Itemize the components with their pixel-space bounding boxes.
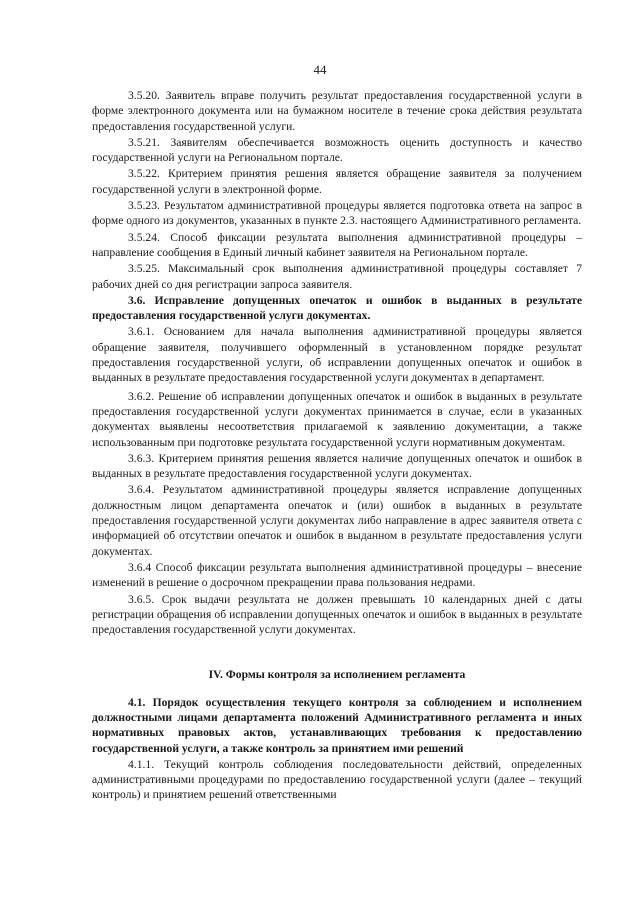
document-body [92, 88, 582, 804]
paragraph-3-5-24: 3.5.24. Способ фиксации результата выполнения административной процедуры – направление сообщения в Единый личный кабинет заявителя на Региональном портале. [92, 230, 582, 259]
subsection-heading-3-6: 3.6. Исправление допущенных опечаток и ошибок в выданных в результате предоставления государственной услуги документах. [92, 293, 582, 323]
paragraph-3-5-23: 3.5.23. Результатом административной процедуры является подготовка ответа на запрос в форме одного из документов, указанных в пункте 2.3. настоящего Административного регламента. [92, 199, 582, 228]
paragraph-4-1-1: 4.1.1. Текущий контроль соблюдения последовательности действий, определенных административными процедурами по предоставлению государственной услуги (далее – текущий контроль) и принятием решений ответственными [92, 757, 582, 802]
page-number: 44 [313, 62, 327, 77]
paragraph-3-6-5: 3.6.5. Срок выдачи результата не должен превышать 10 календарных дней с даты регистрации обращения об исправлении допущенных опечаток и ошибок в выданных в результате предоставления государственной услуги документах. [92, 592, 582, 637]
paragraph-3-6-4b: 3.6.4 Способ фиксации результата выполнения административной процедуры – внесение изменений в решение о досрочном прекращении права пользования недрами. [92, 560, 582, 590]
paragraph-3-6-4: 3.6.4. Результатом административной процедуры является исправление допущенных должностным лицом департамента опечаток и (или) ошибок в выданных в результате предоставления государственной услуги документах либо направление в адрес заявителя ответа с информацией об отсутствии опечаток и ошибок в выданном в результате предоставления услуги документах. [92, 483, 582, 558]
paragraph-3-6-3: 3.6.3. Критерием принятия решения является наличие допущенных опечаток и ошибок в выданных в результате предоставления государственной услуги документах. [92, 451, 582, 481]
paragraph-3-6-1: 3.6.1. Основанием для начала выполнения административной процедуры является обращение заявителя, получившего оформленный в установленном порядке результат предоставления государственной услуги, об исправлении допущенных опечаток и ошибок в выданных в результате предоставления государственной услуги документах в департамент. [92, 325, 582, 385]
paragraph-3-5-22: 3.5.22. Критерием принятия решения является обращение заявителя за получением государственной услуги в электронной форме. [92, 167, 582, 196]
paragraph-3-5-20: 3.5.20. Заявитель вправе получить результат предоставления государственной услуги в форме электронного документа или на бумажном носителе в течение срока действия результата предоставления государственной услуги. [92, 89, 582, 133]
paragraph-3-5-21: 3.5.21. Заявителям обеспечивается возможность оценить доступность и качество государственной услуги на Региональном портале. [92, 135, 582, 165]
paragraph-3-5-25: 3.5.25. Максимальный срок выполнения административной процедуры составляет 7 рабочих дней со дня регистрации запроса заявителя. [92, 262, 582, 291]
section-heading-4-1: 4.1. Порядок осуществления текущего контроля за соблюдением и исполнением должностными лицами департамента положений Административного регламента и иных нормативных правовых актов, устанавливающих требования к предоставлению государственной услуги, а также контроль за принятием ими решений [92, 695, 582, 755]
section-title: IV. Формы контроля за исполнением регламента [208, 668, 466, 682]
paragraph-3-6-2: 3.6.2. Решение об исправлении допущенных опечаток и ошибок в выданных в результате предоставления государственной услуги документах принимается в случае, если в указанных документах выявлены несоответствия прилагаемой к заявлению документации, а также использованным при подготовке результата государственной услуги нормативным документам. [92, 389, 582, 449]
